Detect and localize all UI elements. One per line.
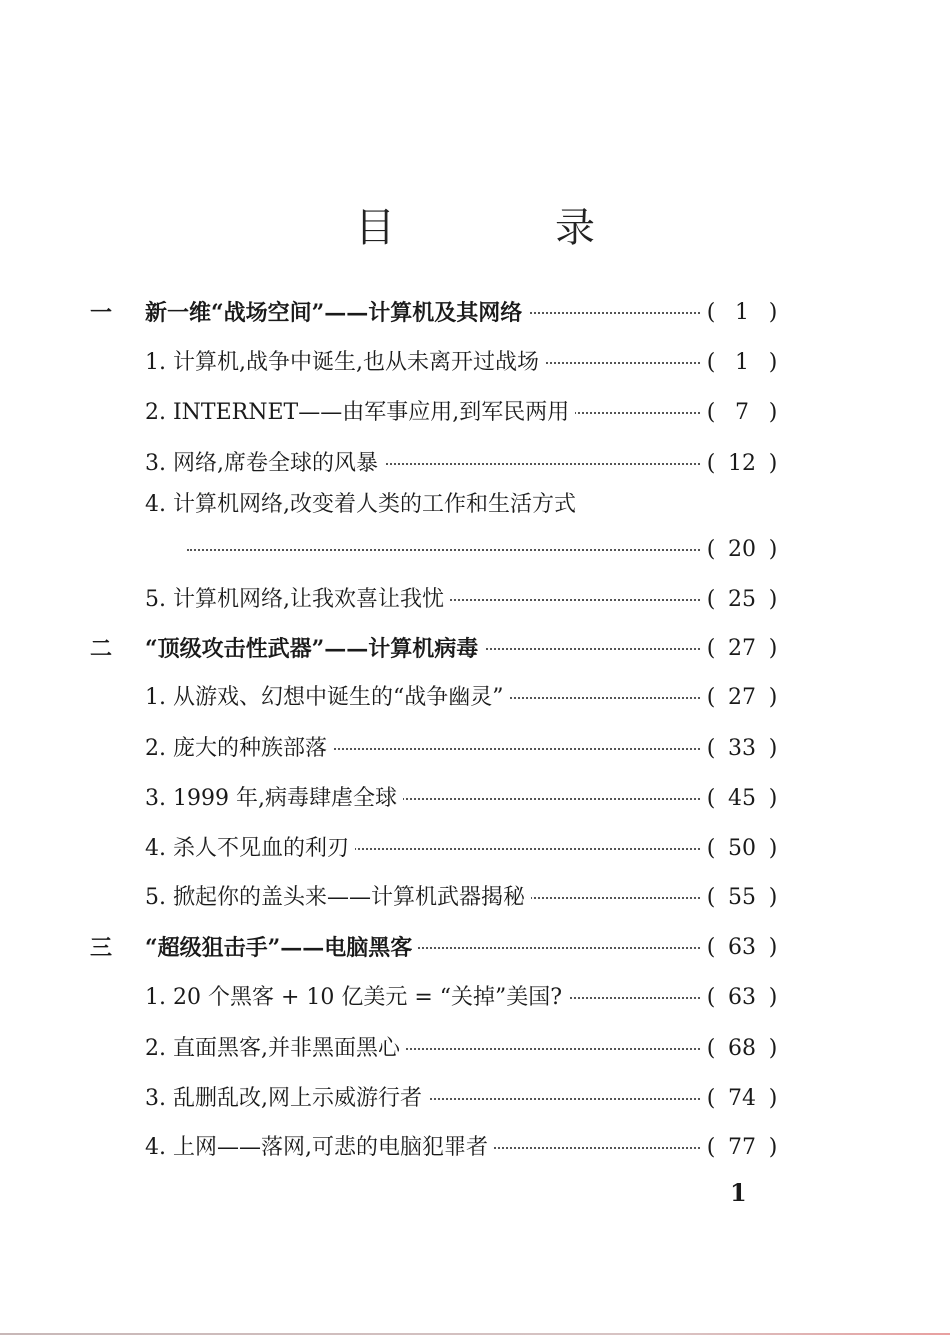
close-paren: ) — [768, 1135, 778, 1160]
close-paren: ) — [768, 537, 778, 562]
toc-section-entry — [0, 1079, 950, 1119]
toc-section-entry — [0, 779, 950, 819]
open-paren: ( — [706, 1086, 716, 1111]
toc-section-entry — [0, 829, 950, 869]
page-value: 33 — [728, 736, 756, 761]
page-value: 45 — [728, 786, 756, 811]
page-value: 27 — [728, 685, 756, 710]
entry-title: “顶级攻击性武器”——计算机病毒 — [145, 629, 484, 669]
entry-title: 1. 20 个黑客 + 10 亿美元 = “关掉”美国? — [145, 978, 568, 1018]
entry-title: 5. 掀起你的盖头来——计算机武器揭秘 — [145, 878, 531, 918]
page-value: 25 — [728, 587, 756, 612]
entry-title: 4. 杀人不见血的利刃 — [145, 829, 355, 869]
page-value: 12 — [728, 451, 756, 476]
open-paren: ( — [706, 537, 716, 562]
open-paren: ( — [706, 1036, 716, 1061]
chapter-number: 二 — [90, 636, 113, 662]
entry-title: 3. 乱删乱改,网上示威游行者 — [145, 1079, 428, 1119]
page-value: 63 — [728, 985, 756, 1010]
entry-title: “超级狙击手”——电脑黑客 — [145, 928, 418, 968]
entry-page-number — [697, 343, 787, 383]
open-paren: ( — [706, 736, 716, 761]
entry-page-number — [697, 444, 787, 484]
close-paren: ) — [768, 1036, 778, 1061]
entry-title: 1. 从游戏、幻想中诞生的“战争幽灵” — [145, 678, 509, 718]
entry-title: 2. 庞大的种族部落 — [145, 729, 333, 769]
page-value: 74 — [728, 1086, 756, 1111]
dot-leader — [187, 549, 700, 551]
toc-chapter-entry — [0, 629, 950, 669]
entry-page-number — [697, 580, 787, 620]
open-paren: ( — [706, 786, 716, 811]
entry-page-number — [697, 1079, 787, 1119]
close-paren: ) — [768, 1086, 778, 1111]
close-paren: ) — [768, 451, 778, 476]
toc-section-entry — [0, 530, 950, 570]
entry-page-number — [697, 1128, 787, 1168]
page-value: 50 — [728, 836, 756, 861]
close-paren: ) — [768, 400, 778, 425]
toc-section-entry — [0, 1128, 950, 1168]
entry-title: 5. 计算机网络,让我欢喜让我忧 — [145, 580, 450, 620]
toc-section-entry — [0, 978, 950, 1018]
page-edge-divider — [0, 1333, 950, 1335]
page-number: 1 — [730, 1178, 747, 1207]
open-paren: ( — [706, 935, 716, 960]
toc-section-entry — [0, 729, 950, 769]
toc-section-entry — [0, 1029, 950, 1069]
entry-page-number — [697, 878, 787, 918]
close-paren: ) — [768, 636, 778, 661]
toc-section-entry — [0, 878, 950, 918]
open-paren: ( — [706, 636, 716, 661]
chapter-number: 一 — [90, 300, 113, 326]
entry-page-number — [697, 729, 787, 769]
open-paren: ( — [706, 836, 716, 861]
page-value: 77 — [728, 1135, 756, 1160]
toc-chapter-entry — [0, 293, 950, 333]
entry-page-number — [697, 393, 787, 433]
entry-page-number — [697, 779, 787, 819]
toc-section-entry — [0, 343, 950, 383]
open-paren: ( — [706, 400, 716, 425]
entry-page-number — [697, 928, 787, 968]
page-title: 目 录 — [355, 205, 655, 251]
entry-page-number — [697, 978, 787, 1018]
toc-section-entry — [0, 485, 950, 525]
page-value: 27 — [728, 636, 756, 661]
toc-section-entry — [0, 444, 950, 484]
toc-section-entry — [0, 393, 950, 433]
open-paren: ( — [706, 300, 716, 325]
entry-title: 2. INTERNET——由军事应用,到军民两用 — [145, 393, 575, 433]
close-paren: ) — [768, 836, 778, 861]
entry-page-number — [697, 293, 787, 333]
toc-section-entry — [0, 580, 950, 620]
entry-page-number — [697, 530, 787, 570]
open-paren: ( — [706, 885, 716, 910]
close-paren: ) — [768, 300, 778, 325]
open-paren: ( — [706, 1135, 716, 1160]
page-value: 1 — [735, 350, 749, 375]
entry-title: 1. 计算机,战争中诞生,也从未离开过战场 — [145, 343, 545, 383]
entry-title: 3. 1999 年,病毒肆虐全球 — [145, 779, 403, 819]
entry-page-number — [697, 1029, 787, 1069]
close-paren: ) — [768, 685, 778, 710]
open-paren: ( — [706, 985, 716, 1010]
open-paren: ( — [706, 587, 716, 612]
close-paren: ) — [768, 935, 778, 960]
entry-page-number — [697, 678, 787, 718]
toc-chapter-entry — [0, 928, 950, 968]
close-paren: ) — [768, 786, 778, 811]
page-value: 55 — [728, 885, 756, 910]
chapter-number: 三 — [90, 935, 113, 961]
entry-title: 4. 上网——落网,可悲的电脑犯罪者 — [145, 1128, 494, 1168]
entry-title: 3. 网络,席卷全球的风暴 — [145, 444, 384, 484]
close-paren: ) — [768, 350, 778, 375]
entry-title: 新一维“战场空间”——计算机及其网络 — [145, 293, 528, 333]
close-paren: ) — [768, 587, 778, 612]
close-paren: ) — [768, 985, 778, 1010]
entry-page-number — [697, 829, 787, 869]
page-value: 20 — [728, 537, 756, 562]
page-value: 1 — [735, 300, 749, 325]
page-value: 68 — [728, 1036, 756, 1061]
close-paren: ) — [768, 736, 778, 761]
entry-page-number — [697, 629, 787, 669]
toc-section-entry — [0, 678, 950, 718]
open-paren: ( — [706, 350, 716, 375]
close-paren: ) — [768, 885, 778, 910]
page-value: 7 — [735, 400, 749, 425]
open-paren: ( — [706, 685, 716, 710]
entry-title: 2. 直面黑客,并非黑面黑心 — [145, 1029, 406, 1069]
page-value: 63 — [728, 935, 756, 960]
open-paren: ( — [706, 451, 716, 476]
entry-title: 4. 计算机网络,改变着人类的工作和生活方式 — [145, 485, 582, 525]
